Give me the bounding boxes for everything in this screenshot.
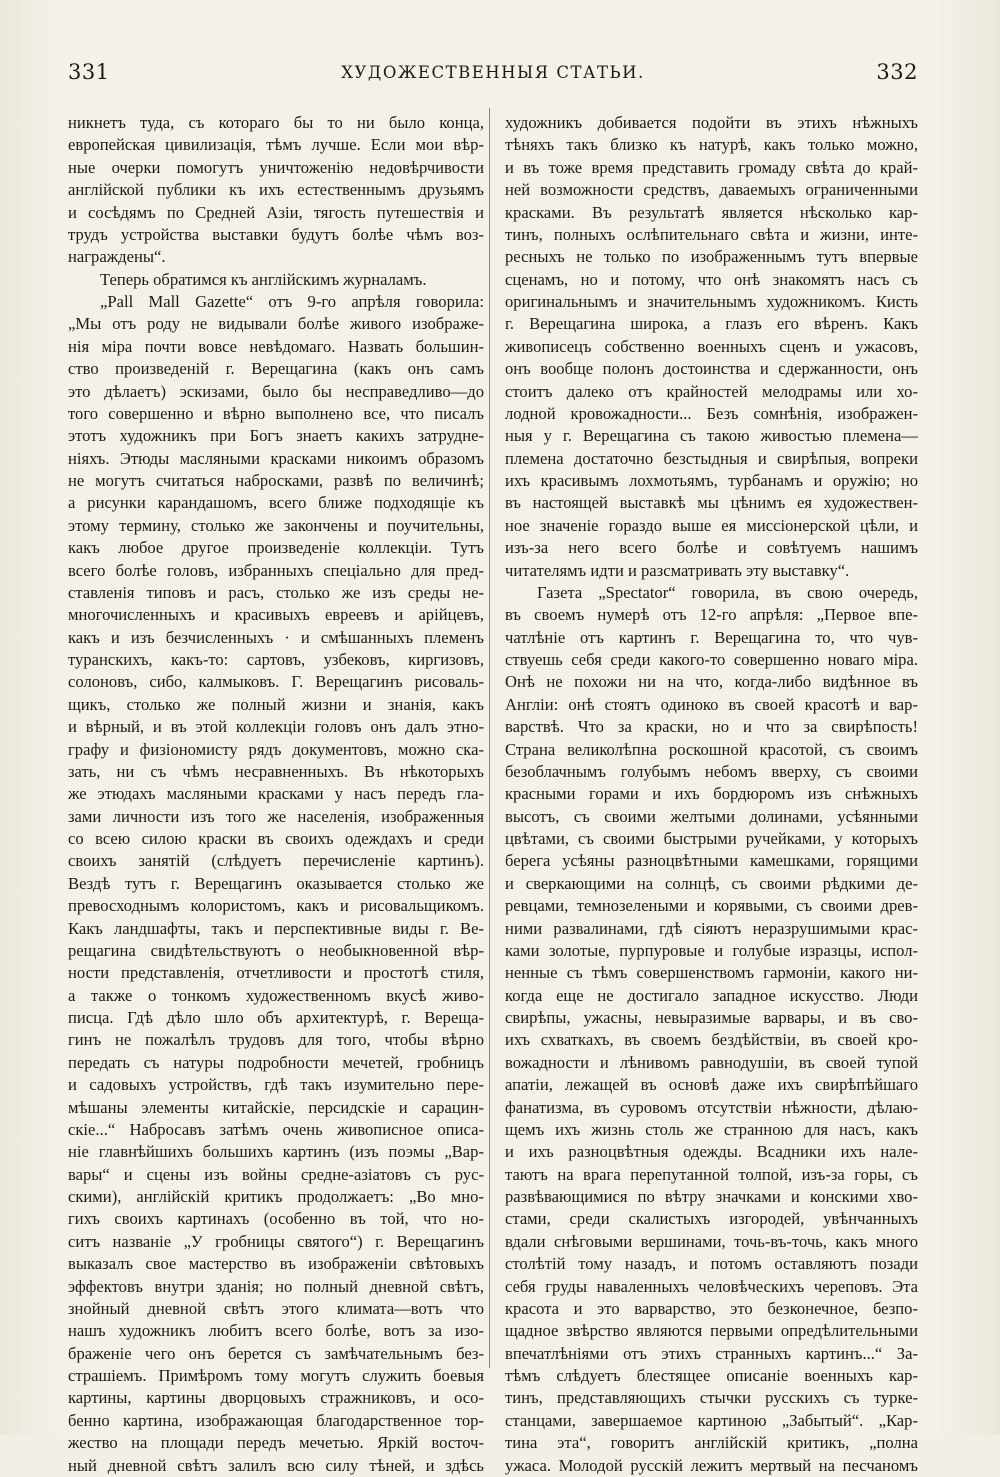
text-line: передать съ натуры подробности мечетей, гробницъ bbox=[68, 1052, 484, 1072]
text-line: себя груды наваленныхъ человѣческихъ череповъ. Эта bbox=[505, 1276, 918, 1296]
text-line: ней возможности средствъ, даваемыхъ ограниченными bbox=[505, 180, 918, 200]
text-line: ные очерки помогутъ уничтоженію недовѣрчивости bbox=[68, 157, 484, 177]
text-line: сценамъ, но и потому, что онѣ знакомятъ насъ съ bbox=[505, 269, 918, 289]
text-line: ніе главнѣйшихъ большихъ картинъ (изъ поэмы „Вар- bbox=[68, 1142, 484, 1162]
text-line: красками. Въ результатѣ является нѣсколько кар- bbox=[505, 202, 918, 222]
text-line: и сверкающими на солнцѣ, съ своими рѣдкими де- bbox=[505, 873, 918, 893]
text-line: столѣтій тому назадъ, и потомъ оставляютъ позади bbox=[505, 1254, 918, 1274]
text-line: нія міра почти вовсе невѣдомаго. Назвать большин- bbox=[68, 336, 484, 356]
text-line: ности представленія, отчетливости и простотѣ стиля, bbox=[68, 963, 484, 983]
text-line: Теперь обратимся къ англійскимъ журналамъ. bbox=[100, 269, 427, 289]
text-line: берега усѣяны разноцвѣтными камешками, горящими bbox=[505, 851, 918, 871]
text-line: Онѣ не похожи ни на что, когда-либо видѣнное въ bbox=[505, 672, 918, 692]
text-line: солоновъ, сибо, калмыковъ. Г. Верещагинъ рисоваль- bbox=[68, 672, 484, 692]
text-line: варствѣ. Что за краски, но и что за свирѣпость! bbox=[505, 717, 918, 737]
text-line: чатлѣніе отъ картинъ г. Верещагина то, что чув- bbox=[505, 627, 918, 647]
text-line: „Мы отъ роду не видывали болѣе живого изображе- bbox=[68, 314, 484, 334]
text-line: племена достаточно безстыдныя и свирѣпыя, вопреки bbox=[505, 448, 918, 468]
page-header bbox=[68, 60, 918, 92]
text-line: вдали снѣговыми вершинами, точь-въ-точь, какъ много bbox=[505, 1231, 918, 1251]
text-line: писца. Гдѣ дѣло шло объ архитектурѣ, г. Вереща- bbox=[68, 1008, 484, 1027]
text-line: бенно картина, изображающая благодарственное тор- bbox=[68, 1410, 484, 1430]
text-line: Вездѣ тутъ г. Верещагинъ оказывается столько же bbox=[68, 873, 484, 893]
text-line: и сосѣдямъ по Средней Азіи, тягость путешествія и bbox=[68, 202, 484, 222]
text-line: лодной кровожадности... Безъ сомнѣнія, изображен- bbox=[505, 403, 918, 423]
text-line: зами личности изъ того же населенія, изображенныя bbox=[68, 806, 484, 826]
text-line: рещагина свидѣтельствуютъ о необыкновенной вѣр- bbox=[68, 940, 484, 960]
text-line: онъ вообще полонъ достоинства и сдержанности, онъ bbox=[505, 359, 918, 379]
text-line: этотъ художникъ при Богъ знаетъ какихъ затрудне- bbox=[68, 426, 484, 446]
left-column-text bbox=[68, 112, 484, 1477]
text-line: тѣмъ слѣдуетъ блестящее описаніе военныхъ кар- bbox=[505, 1366, 918, 1385]
text-line: и ихъ разноцвѣтныя одежды. Всадники ихъ нале- bbox=[505, 1142, 918, 1162]
text-line: всего болѣе головъ, избранныхъ спеціально для пред- bbox=[68, 560, 484, 580]
text-line: а также о тонкомъ художественномъ вкусѣ живо- bbox=[68, 985, 484, 1005]
text-line: щемъ ихъ жизнь столь же странною для насъ, какъ bbox=[505, 1119, 918, 1139]
text-line: это дѣлаетъ) эскизами, было бы несправедливо—до bbox=[68, 381, 484, 401]
text-line: щадное звѣрство являются первыми опредѣлительными bbox=[505, 1321, 918, 1341]
text-line: ревцами, темнозелеными и корявыми, съ своими древ- bbox=[505, 896, 918, 916]
text-line: ныя у г. Верещагина съ такою живостью племена— bbox=[505, 426, 918, 446]
text-line: свирѣпы, ужасны, невыразимые варвары, и въ сво- bbox=[505, 1008, 918, 1027]
text-line: ніяхъ. Этюды масляными красками никоимъ образомъ bbox=[68, 448, 484, 468]
text-line: высотъ, съ своими желтыми долинами, усѣянными bbox=[505, 806, 918, 826]
text-line: никнетъ туда, съ котораго бы то ни было конца, bbox=[68, 113, 484, 132]
text-line: мѣшаны элементы китайскіе, персидскіе и сарацин- bbox=[68, 1097, 484, 1117]
text-line: ними развалинами, гдѣ сіяютъ неразрушимыми крас- bbox=[505, 918, 918, 938]
text-line: апатіи, лежащей въ основѣ даже ихъ свирѣпѣйшаго bbox=[505, 1075, 918, 1095]
text-line: знойный дневной свѣтъ этого климата—вотъ что bbox=[68, 1298, 484, 1318]
text-line: красота и это варварство, это безконечное, безпо- bbox=[505, 1298, 918, 1318]
text-line: Страна великолѣпна роскошной красотой, съ своимъ bbox=[505, 739, 918, 759]
text-line: выказалъ свое мастерство въ изображеніи свѣтовыхъ bbox=[68, 1254, 484, 1274]
text-line: и въ тоже время представить громаду свѣта до край- bbox=[505, 157, 918, 177]
text-line: многочисленныхъ и красивыхъ евреевъ и арійцевъ, bbox=[68, 605, 484, 625]
text-line: трудъ устройства выставки будутъ болѣе чѣмъ воз- bbox=[68, 224, 484, 244]
text-line: же этюдахъ масляными красками у насъ передъ гла- bbox=[68, 784, 484, 804]
text-line: ужаса. Молодой русскій лежитъ мертвый на песчаномъ bbox=[505, 1455, 918, 1475]
text-line: скіе...“ Набросавъ затѣмъ очень живописное описа- bbox=[68, 1119, 484, 1139]
text-line: ное значеніе гораздо выше ея миссіонерской цѣли, и bbox=[505, 515, 918, 535]
text-line: стоитъ далеко отъ крайностей мелодрамы или хо- bbox=[505, 381, 918, 401]
text-line: станцами, завершаемое картиною „Забытый“. „Кар- bbox=[505, 1410, 918, 1430]
text-line: жество на площади передъ мечетью. Яркій восточ- bbox=[68, 1433, 484, 1453]
text-line: впечатлѣніями отъ этихъ странныхъ картинъ...“ За- bbox=[505, 1343, 918, 1363]
text-line: браженіе чего онъ берется съ замѣчательнымъ без- bbox=[68, 1343, 484, 1363]
text-line: читателямъ идти и разсматривать эту выставку“. bbox=[505, 560, 850, 580]
text-line: изъ-за него всего болѣе и совѣтуемъ нашимъ bbox=[505, 538, 918, 558]
text-line: превосходнымъ колористомъ, какъ и рисовальщикомъ. bbox=[68, 896, 484, 916]
text-line: фанатизма, въ суровомъ отсутствіи нѣжности, дѣлаю- bbox=[505, 1097, 918, 1117]
text-line: живописецъ собственно военныхъ сценъ и ужасовъ, bbox=[505, 336, 918, 356]
text-line: ство произведеній г. Верещагина (какъ онъ самъ bbox=[68, 359, 484, 379]
text-line: нашъ художникъ любитъ всего болѣе, вотъ за изо- bbox=[68, 1321, 484, 1341]
text-line: тинъ, полныхъ ослѣпительнаго свѣта и жизни, инте- bbox=[505, 224, 918, 244]
text-line: красными горами и ихъ бордюромъ изъ снѣжныхъ bbox=[505, 784, 918, 804]
text-line: ставленія типовъ и расъ, столько же изъ среды не- bbox=[68, 582, 484, 602]
text-line: и садовыхъ устройствъ, гдѣ такъ изумительно пере- bbox=[68, 1075, 484, 1095]
text-line: ихъ красивымъ лохмотьямъ, турбанамъ и оружію; но bbox=[505, 471, 918, 490]
text-line: г. Верещагина широка, а глазъ его вѣренъ. Какъ bbox=[505, 314, 918, 334]
text-line: тина эта“, говоритъ англійскій критикъ, „полна bbox=[505, 1433, 918, 1453]
text-line: въ своемъ нумерѣ отъ 12-го апрѣля: „Первое впе- bbox=[505, 605, 918, 625]
text-line: гихъ своихъ картинахъ (особенно въ той, что но- bbox=[68, 1209, 484, 1229]
text-line: какъ любое другое произведеніе коллекціи. Тутъ bbox=[68, 538, 484, 558]
text-line: эффектовъ внутри зданія; но полный дневной свѣтъ, bbox=[68, 1276, 484, 1296]
text-line: и вѣрный, и въ этой коллекціи головъ онъ далъ этно- bbox=[68, 717, 484, 737]
text-line: ный дневной свѣтъ залилъ всю силу тѣней, и здѣсь bbox=[68, 1455, 484, 1475]
text-line: вожадности и лѣнивомъ равнодушіи, въ своей тупой bbox=[505, 1052, 918, 1072]
text-line: зать, ни съ чѣмъ несравненныхъ. Въ нѣкоторыхъ bbox=[68, 761, 484, 781]
text-line: своихъ занятій (слѣдуетъ перечисленіе картинъ). bbox=[68, 851, 484, 871]
text-line: скими), англійскій критикъ продолжаетъ: „Во мно- bbox=[68, 1187, 484, 1206]
text-line: награждены“. bbox=[68, 247, 166, 267]
right-page-number: 332 bbox=[876, 60, 918, 84]
running-title: ХУДОЖЕСТВЕННЫЯ СТАТЬИ. bbox=[341, 63, 645, 82]
text-line: Какъ ландшафты, такъ и перспективные виды г. Ве- bbox=[68, 918, 484, 938]
text-line: ресныхъ не только по изображеннымъ тутъ впервые bbox=[505, 247, 918, 267]
text-line: Газета „Spectator“ говорила, въ свою очередь, bbox=[537, 582, 918, 602]
text-line: ненные съ тѣмъ совершенствомъ гармоніи, какого ни- bbox=[505, 963, 918, 983]
text-line: страшіемъ. Примѣромъ тому могутъ служить боевыя bbox=[68, 1366, 484, 1385]
text-line: стами, среди скалистыхъ изгородей, увѣнчанныхъ bbox=[505, 1209, 918, 1229]
text-line: англійской публики къ ихъ естественнымъ друзьямъ bbox=[68, 180, 484, 200]
text-line: оригинальнымъ и значительнымъ художникомъ. Кисть bbox=[505, 292, 918, 311]
text-line: „Pall Mall Gazette“ отъ 9-го апрѣля говорила: bbox=[100, 292, 484, 311]
text-line: художникъ добивается подойти въ этихъ нѣжныхъ bbox=[505, 113, 918, 132]
text-line: въ настоящей выставкѣ мы цѣнимъ ея художествен- bbox=[505, 493, 918, 513]
text-line: со всею силою краски въ своихъ одеждахъ и среди bbox=[68, 829, 484, 848]
text-line: щикъ, столько же полный жизни и знанія, какъ bbox=[68, 694, 484, 714]
text-line: гинъ не пожалѣлъ трудовъ для того, чтобы вѣрно bbox=[68, 1030, 484, 1050]
text-line: Англіи: онѣ стоятъ одиноко въ своей красотѣ и вар- bbox=[505, 694, 918, 714]
text-line: таютъ на врага перепутанной толпой, изъ-за горы, съ bbox=[505, 1164, 918, 1184]
text-line: когда еще не достигало западное искусство. Люди bbox=[505, 985, 918, 1005]
text-line: а рисунки карандашомъ, всего ближе подходящіе къ bbox=[68, 493, 484, 513]
text-line: безоблачнымъ голубымъ небомъ вверху, съ своими bbox=[505, 761, 918, 781]
text-line: цвѣтами, съ своими быстрыми ручейками, у которыхъ bbox=[505, 829, 918, 848]
text-line: ствуешь себя среди какого-то совершенно новаго міра. bbox=[505, 650, 918, 669]
text-line: туранскихъ, какъ-то: сартовъ, узбековъ, киргизовъ, bbox=[68, 650, 484, 669]
text-line: графу и физіономисту рядъ документовъ, можно ска- bbox=[68, 739, 484, 759]
text-line: ками золотые, пурпуровые и голубые изразцы, испол- bbox=[505, 940, 918, 960]
text-line: ситъ названіе „У гробницы святого“) г. Верещагинъ bbox=[68, 1231, 484, 1251]
text-line: того совершенно и вѣрно выполнено все, что писалъ bbox=[68, 403, 484, 423]
text-line: вары“ и сцены изъ войны средне-азіатовъ съ рус- bbox=[68, 1164, 484, 1184]
text-line: картины, картины дворцовыхъ стражниковъ, и осо- bbox=[68, 1388, 484, 1408]
text-line: ихъ схваткахъ, въ своемъ бездѣйствіи, въ своей кро- bbox=[505, 1030, 918, 1050]
text-line: развѣвающимися по вѣтру значками и конскими хво- bbox=[505, 1187, 918, 1206]
right-column-text bbox=[505, 112, 918, 1477]
text-line: европейская цивилизація, тѣмъ лучше. Если мои вѣр- bbox=[68, 135, 484, 155]
text-line: этому термину, столько же закончены и поучительны, bbox=[68, 515, 484, 535]
text-line: тѣняхъ такъ близко къ натурѣ, какъ только можно, bbox=[505, 135, 918, 155]
column-divider bbox=[489, 108, 490, 1368]
text-line: не могутъ считаться набросками, развѣ по величинѣ; bbox=[68, 471, 484, 490]
left-page-number: 331 bbox=[68, 60, 110, 84]
text-line: какъ и изъ безчисленныхъ · и смѣшанныхъ племенъ bbox=[68, 627, 484, 647]
text-line: тинъ, представляющихъ стычки русскихъ съ турке- bbox=[505, 1388, 918, 1408]
